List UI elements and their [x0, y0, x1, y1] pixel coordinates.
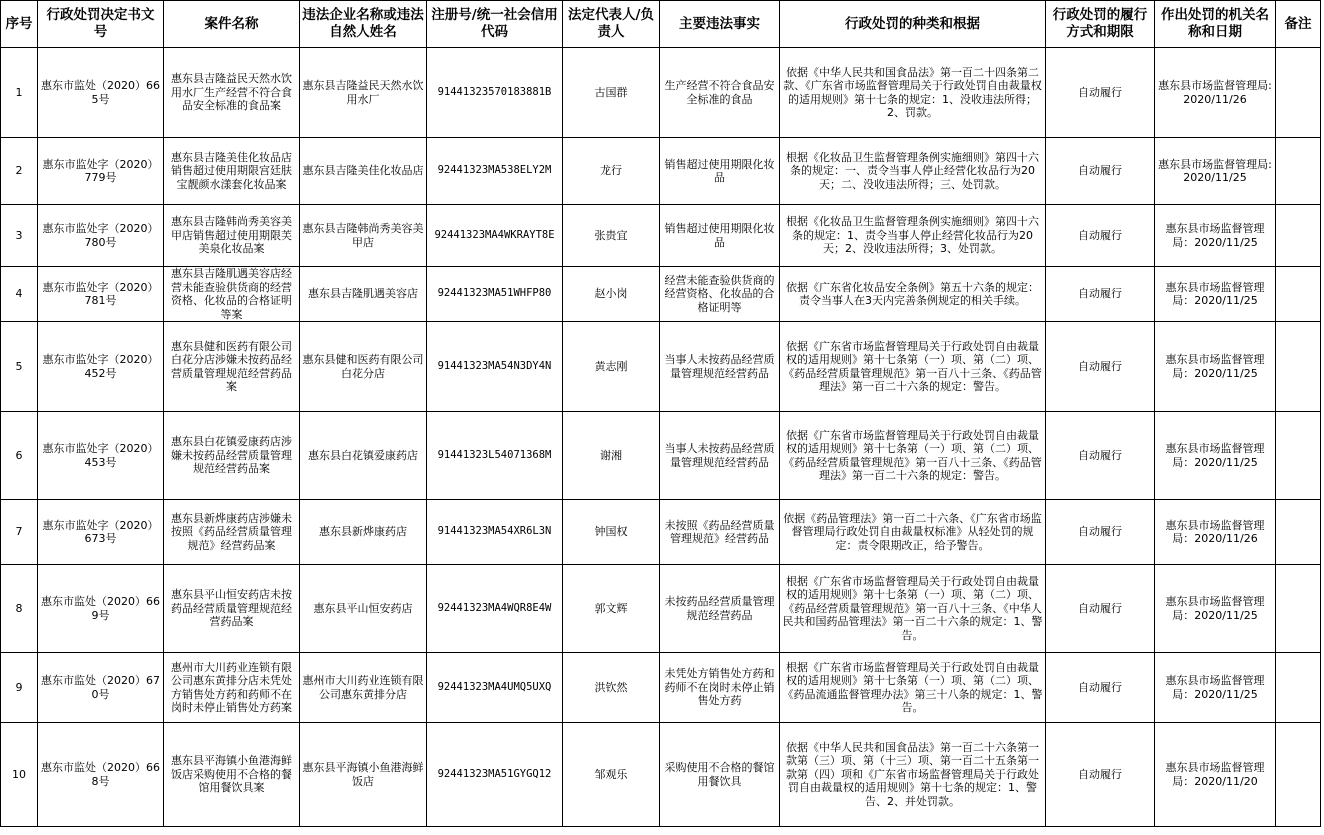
- cell-facts-text: 经营未能查验供货商的经营资格、化妆品的合格证明等: [664, 273, 775, 314]
- cell-party-name-text: 惠东县平山恒安药店: [313, 601, 413, 615]
- cell-reg-no: 92441323MA538ELY2M: [427, 138, 563, 205]
- cell-authority: 惠东县市场监督管理局：2020/11/25: [1155, 267, 1276, 322]
- cell-execution: 自动履行: [1046, 723, 1155, 827]
- cell-penalty: 依据《广东省化妆品安全条例》第五十六条的规定：责令当事人在3天内完善条例规定的相关手续。: [780, 267, 1046, 322]
- cell-party-name: [300, 48, 427, 138]
- table-row: [1, 653, 1321, 723]
- cell-party-name: [300, 267, 427, 322]
- cell-facts-text: 采购使用不合格的餐馆用餐饮具: [664, 761, 775, 788]
- cell-party-name-text: 惠州市大川药业连锁有限公司惠东黄排分店: [302, 674, 424, 701]
- cell-party-name-text: 惠东县白花镇爱康药店: [308, 448, 418, 462]
- cell-facts-text: 未按照《药品经营质量管理规范》经营药品: [664, 518, 775, 545]
- cell-party-name: [300, 565, 427, 653]
- cell-case-name-text: 惠东县吉隆美佳化妆品店销售超过使用期限宫廷肤宝靓颜水漾套化妆品案: [171, 150, 292, 191]
- cell-party-name: [300, 138, 427, 205]
- cell-party-name: [300, 653, 427, 723]
- header-penalty: 行政处罚的种类和根据: [780, 1, 1046, 48]
- cell-execution: 自动履行: [1046, 653, 1155, 723]
- table-row: [1, 48, 1321, 138]
- cell-execution: 自动履行: [1046, 138, 1155, 205]
- cell-remark: [1276, 723, 1321, 827]
- cell-facts-text: 未按药品经营质量管理规范经营药品: [664, 595, 775, 622]
- table-row: [1, 267, 1321, 322]
- header-seq: 序号: [1, 1, 38, 48]
- cell-reg-no: 92441323MA51GYGQ12: [427, 723, 563, 827]
- cell-party-name-text: 惠东县平海镇小鱼港海鲜饭店: [302, 761, 424, 788]
- table-row: [1, 138, 1321, 205]
- table-row: [1, 205, 1321, 267]
- cell-authority: 惠东县市场监督管理局：2020/11/26: [1155, 500, 1276, 565]
- cell-penalty: 根据《广东省市场监督管理局关于行政处罚自由裁量权的适用规则》第十七条第（一）项、第（二）项、《药品流通监督管理办法》第三十八条的规定：1、警告。: [780, 653, 1046, 723]
- cell-facts: [660, 138, 780, 205]
- cell-facts-text: 当事人未按药品经营质量管理规范经营药品: [664, 353, 775, 380]
- cell-legal-rep: 谢湘: [563, 412, 660, 500]
- cell-remark: [1276, 322, 1321, 412]
- cell-facts-text: 当事人未按药品经营质量管理规范经营药品: [664, 442, 775, 469]
- cell-case-name: [164, 500, 300, 565]
- cell-remark: [1276, 565, 1321, 653]
- cell-doc-no: 惠东市监处（2020）670号: [38, 653, 164, 723]
- cell-remark: [1276, 653, 1321, 723]
- cell-doc-no: 惠东市监处（2020）665号: [38, 48, 164, 138]
- header-authority: 作出处罚的机关名称和日期: [1155, 1, 1276, 48]
- cell-reg-no: 92441323MA51WHFP80: [427, 267, 563, 322]
- cell-remark: [1276, 412, 1321, 500]
- cell-doc-no: 惠东市监处字（2020）673号: [38, 500, 164, 565]
- table-row: [1, 412, 1321, 500]
- cell-authority: 惠东县市场监督管理局：2020/11/25: [1155, 565, 1276, 653]
- cell-execution: 自动履行: [1046, 205, 1155, 267]
- cell-facts: [660, 48, 780, 138]
- cell-reg-no: 91441323570183881B: [427, 48, 563, 138]
- cell-execution: 自动履行: [1046, 322, 1155, 412]
- cell-facts: [660, 500, 780, 565]
- cell-seq: 2: [1, 138, 38, 205]
- cell-remark: [1276, 500, 1321, 565]
- header-facts: 主要违法事实: [660, 1, 780, 48]
- cell-party-name: [300, 723, 427, 827]
- cell-execution: 自动履行: [1046, 565, 1155, 653]
- cell-case-name: [164, 565, 300, 653]
- table-row: [1, 723, 1321, 827]
- cell-facts-text: 销售超过使用期限化妆品: [664, 157, 775, 184]
- table-row: [1, 565, 1321, 653]
- cell-case-name-text: 惠州市大川药业连锁有限公司惠东黄排分店未凭处方销售处方药和药师不在岗时未停止销售处方药案: [171, 660, 292, 714]
- cell-doc-no: 惠东市监处字（2020）452号: [38, 322, 164, 412]
- header-case-name: 案件名称: [164, 1, 300, 48]
- cell-case-name: [164, 138, 300, 205]
- cell-reg-no: 92441323MA4WQR8E4W: [427, 565, 563, 653]
- header-party-name: 违法企业名称或违法自然人姓名: [300, 1, 427, 48]
- cell-execution: 自动履行: [1046, 48, 1155, 138]
- cell-party-name: [300, 205, 427, 267]
- cell-case-name: [164, 48, 300, 138]
- cell-seq: 7: [1, 500, 38, 565]
- cell-party-name: [300, 500, 427, 565]
- cell-doc-no: 惠东市监处字（2020）453号: [38, 412, 164, 500]
- table-row: [1, 322, 1321, 412]
- cell-authority: 惠东县市场监督管理局:2020/11/25: [1155, 138, 1276, 205]
- cell-penalty: 依据《药品管理法》第一百二十六条、《广东省市场监督管理局行政处罚自由裁量权标准》从轻处罚的规定：责令限期改正，给予警告。: [780, 500, 1046, 565]
- cell-case-name-text: 惠东县健和医药有限公司白花分店涉嫌未按药品经营质量管理规范经营药品案: [171, 339, 292, 393]
- cell-case-name-text: 惠东县吉隆韩尚秀美容美甲店销售超过使用期限芙美泉化妆品案: [171, 215, 292, 256]
- cell-legal-rep: 邹观乐: [563, 723, 660, 827]
- cell-legal-rep: 古国群: [563, 48, 660, 138]
- header-row: [1, 1, 1321, 48]
- cell-remark: [1276, 138, 1321, 205]
- cell-case-name: [164, 412, 300, 500]
- cell-facts: [660, 267, 780, 322]
- cell-case-name: [164, 205, 300, 267]
- cell-reg-no: 91441323L54071368M: [427, 412, 563, 500]
- cell-facts-text: 未凭处方销售处方药和药师不在岗时未停止销售处方药: [664, 667, 775, 708]
- cell-party-name-text: 惠东县吉隆美佳化妆品店: [302, 164, 424, 178]
- cell-authority: 惠东县市场监督管理局：2020/11/20: [1155, 723, 1276, 827]
- cell-authority: 惠东县市场监督管理局：2020/11/25: [1155, 653, 1276, 723]
- cell-penalty: 依据《广东省市场监督管理局关于行政处罚自由裁量权的适用规则》第十七条第（一）项、第（二）项、《药品经营质量管理规范》第一百八十三条、《药品管理法》第一百二十六条的规定：警告。: [780, 412, 1046, 500]
- cell-facts: [660, 565, 780, 653]
- cell-seq: 6: [1, 412, 38, 500]
- header-execution: 行政处罚的履行方式和期限: [1046, 1, 1155, 48]
- cell-penalty: 根据《广东省市场监督管理局关于行政处罚自由裁量权的适用规则》第十七条第（一）项、第（二）项、《药品经营质量管理规范》第一百八十三条、《中华人民共和国药品管理法》第一百二十六条的规定：1、警告。: [780, 565, 1046, 653]
- cell-case-name: [164, 267, 300, 322]
- cell-party-name-text: 惠东县吉隆肌遇美容店: [308, 287, 418, 301]
- cell-doc-no: 惠东市监处字（2020）779号: [38, 138, 164, 205]
- cell-legal-rep: 黄志刚: [563, 322, 660, 412]
- cell-authority: 惠东县市场监督管理局：2020/11/25: [1155, 322, 1276, 412]
- cell-seq: 1: [1, 48, 38, 138]
- cell-execution: 自动履行: [1046, 412, 1155, 500]
- cell-penalty: 依据《中华人民共和国食品法》第一百二十四条第二款、《广东省市场监督管理局关于行政处罚自由裁量权的适用规则》第十七条的规定：1、没收违法所得；2、罚款。: [780, 48, 1046, 138]
- cell-case-name-text: 惠东县平海镇小鱼港海鲜饭店采购使用不合格的餐馆用餐饮具案: [171, 754, 292, 795]
- cell-legal-rep: 钟国权: [563, 500, 660, 565]
- cell-case-name-text: 惠东县新烨康药店涉嫌未按照《药品经营质量管理规范》经营药品案: [171, 511, 292, 552]
- cell-party-name-text: 惠东县吉隆益民天然水饮用水厂: [302, 79, 424, 106]
- cell-seq: 5: [1, 322, 38, 412]
- cell-remark: [1276, 267, 1321, 322]
- cell-reg-no: 91441323MA54XR6L3N: [427, 500, 563, 565]
- cell-facts: [660, 322, 780, 412]
- cell-seq: 9: [1, 653, 38, 723]
- cell-reg-no: 92441323MA4UMQ5UXQ: [427, 653, 563, 723]
- cell-party-name: [300, 322, 427, 412]
- cell-legal-rep: 赵小岗: [563, 267, 660, 322]
- cell-penalty: 根据《化妆品卫生监督管理条例实施细则》第四十六条的规定：一、责令当事人停止经营化妆品行为20天；二、没收违法所得；三、处罚款。: [780, 138, 1046, 205]
- cell-penalty: 依据《广东省市场监督管理局关于行政处罚自由裁量权的适用规则》第十七条第（一）项、第（二）项、《药品经营质量管理规范》第一百八十三条、《药品管理法》第一百二十六条的规定：警告。: [780, 322, 1046, 412]
- cell-authority: 惠东县市场监督管理局:2020/11/26: [1155, 48, 1276, 138]
- cell-seq: 3: [1, 205, 38, 267]
- cell-party-name-text: 惠东县吉隆韩尚秀美容美甲店: [302, 222, 424, 249]
- cell-doc-no: 惠东市监处字（2020）781号: [38, 267, 164, 322]
- cell-legal-rep: 龙行: [563, 138, 660, 205]
- cell-party-name-text: 惠东县健和医药有限公司白花分店: [302, 353, 424, 380]
- header-doc-no: 行政处罚决定书文号: [38, 1, 164, 48]
- cell-case-name: [164, 723, 300, 827]
- cell-legal-rep: 张贵宜: [563, 205, 660, 267]
- cell-party-name-text: 惠东县新烨康药店: [319, 525, 407, 539]
- cell-party-name: [300, 412, 427, 500]
- cell-authority: 惠东县市场监督管理局：2020/11/25: [1155, 205, 1276, 267]
- header-legal-rep: 法定代表人/负责人: [563, 1, 660, 48]
- cell-facts-text: 生产经营不符合食品安全标准的食品: [664, 79, 775, 106]
- table-row: [1, 500, 1321, 565]
- cell-facts: [660, 653, 780, 723]
- cell-case-name-text: 惠东县吉隆益民天然水饮用水厂生产经营不符合食品安全标准的食品案: [171, 72, 292, 113]
- cell-penalty: 依据《中华人民共和国食品法》第一百二十六条第一款第（三）项、第（十三）项、第一百二十五条第一款第（四）项和《广东省市场监督管理局关于行政处罚自由裁量权的适用规则》第十七条的规定：1、警告、2、并处罚款。: [780, 723, 1046, 827]
- cell-case-name-text: 惠东县平山恒安药店未按药品经营质量管理规范经营药品案: [171, 588, 292, 629]
- cell-penalty: 根据《化妆品卫生监督管理条例实施细则》第四十六条的规定：1、责令当事人停止经营化妆品行为20天；2、没收违法所得；3、处罚款。: [780, 205, 1046, 267]
- cell-seq: 4: [1, 267, 38, 322]
- cell-authority: 惠东县市场监督管理局：2020/11/25: [1155, 412, 1276, 500]
- cell-case-name: [164, 653, 300, 723]
- header-remark: 备注: [1276, 1, 1321, 48]
- cell-reg-no: 92441323MA4WKRAYT8E: [427, 205, 563, 267]
- cell-doc-no: 惠东市监处（2020）668号: [38, 723, 164, 827]
- cell-seq: 10: [1, 723, 38, 827]
- cell-legal-rep: 洪钦然: [563, 653, 660, 723]
- cell-doc-no: 惠东市监处（2020）669号: [38, 565, 164, 653]
- cell-remark: [1276, 205, 1321, 267]
- cell-facts: [660, 412, 780, 500]
- cell-facts: [660, 723, 780, 827]
- cell-execution: 自动履行: [1046, 500, 1155, 565]
- cell-seq: 8: [1, 565, 38, 653]
- cell-remark: [1276, 48, 1321, 138]
- cell-reg-no: 91441323MA54N3DY4N: [427, 322, 563, 412]
- cell-legal-rep: 郭文辉: [563, 565, 660, 653]
- cell-case-name-text: 惠东县白花镇爱康药店涉嫌未按药品经营质量管理规范经营药品案: [171, 435, 292, 476]
- cell-doc-no: 惠东市监处字（2020）780号: [38, 205, 164, 267]
- header-reg-no: 注册号/统一社会信用代码: [427, 1, 563, 48]
- cell-facts: [660, 205, 780, 267]
- cell-case-name: [164, 322, 300, 412]
- cell-facts-text: 销售超过使用期限化妆品: [664, 222, 775, 249]
- cell-execution: 自动履行: [1046, 267, 1155, 322]
- cell-case-name-text: 惠东县吉隆肌遇美容店经营未能查验供货商的经营资格、化妆品的合格证明等案: [171, 267, 292, 321]
